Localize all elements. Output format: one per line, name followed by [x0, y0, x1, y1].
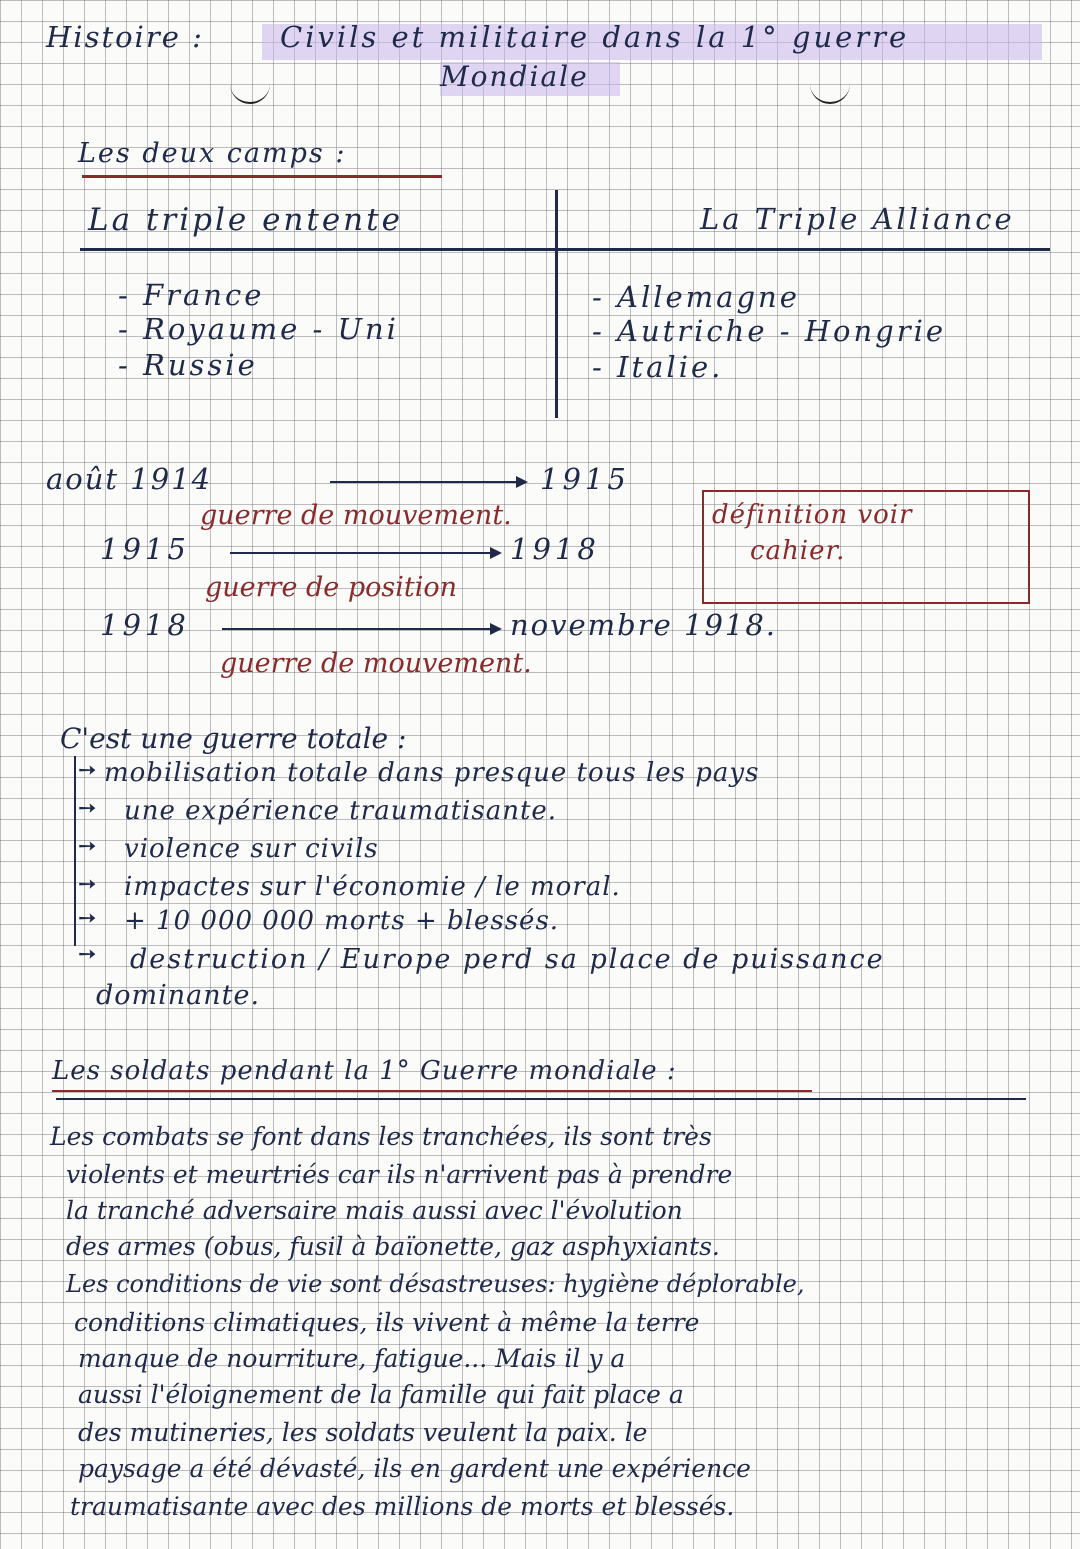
- paragraph-line: manque de nourriture, fatigue... Mais il y a: [78, 1344, 626, 1373]
- soldiers-heading-rule: [56, 1098, 1026, 1100]
- soldiers-heading: Les soldats pendant la 1° Guerre mondiale :: [52, 1056, 677, 1086]
- paragraph-line: Les combats se font dans les tranchées, ils sont très: [50, 1122, 712, 1151]
- bracket-line: [74, 756, 76, 946]
- list-item: destruction / Europe perd sa place de puissance: [130, 944, 885, 975]
- camps-heading: Les deux camps :: [78, 138, 347, 169]
- paragraph-line: aussi l'éloignement de la famille qui fait place a: [78, 1380, 684, 1409]
- paragraph-line: des mutineries, les soldats veulent la paix. le: [78, 1418, 648, 1447]
- list-item: - France: [118, 278, 265, 312]
- list-item: - Italie.: [592, 350, 724, 384]
- punch-hole-left: [230, 82, 270, 104]
- paragraph-line: la tranché adversaire mais aussi avec l'évolution: [66, 1196, 683, 1225]
- timeline-end: 1915: [540, 462, 630, 496]
- timeline-label: guerre de mouvement.: [220, 648, 532, 679]
- list-item: - Autriche - Hongrie: [592, 314, 947, 348]
- paragraph-line: traumatisante avec des millions de morts et blessés.: [70, 1492, 735, 1521]
- list-item: + 10 000 000 morts + blessés.: [124, 906, 560, 936]
- timeline-arrow: [222, 628, 500, 630]
- triple-entente-title: La triple entente: [88, 202, 403, 238]
- timeline-end: novembre 1918.: [510, 608, 778, 642]
- camps-heading-underline: [82, 175, 442, 178]
- list-item: - Allemagne: [592, 280, 800, 314]
- table-horizontal-line: [80, 248, 1050, 251]
- list-item: mobilisation totale dans presque tous les pays: [104, 758, 760, 788]
- timeline-start: 1915: [100, 532, 190, 566]
- paragraph-line: conditions climatiques, ils vivent à même la terre: [74, 1308, 700, 1337]
- arrow-bullet-icon: ➙: [78, 758, 97, 783]
- timeline-start: août 1914: [46, 462, 213, 496]
- arrow-bullet-icon: ➙: [78, 906, 97, 931]
- paragraph-line: violents et meurtriés car ils n'arrivent pas à prendre: [66, 1160, 733, 1189]
- timeline-arrow: [330, 481, 526, 483]
- paragraph-line: paysage a été dévasté, ils en gardent une expérience: [78, 1454, 751, 1483]
- arrow-bullet-icon: ➙: [78, 796, 97, 821]
- list-item: - Russie: [118, 348, 258, 382]
- list-item: impactes sur l'économie / le moral.: [124, 872, 621, 902]
- triple-alliance-title: La Triple Alliance: [700, 202, 1015, 236]
- list-item: violence sur civils: [124, 834, 379, 864]
- arrow-bullet-icon: ➙: [78, 942, 97, 967]
- arrow-bullet-icon: ➙: [78, 834, 97, 859]
- total-war-heading: C'est une guerre totale :: [60, 722, 407, 755]
- page-title-line1: Civils et militaire dans la 1° guerre: [280, 20, 910, 54]
- arrow-bullet-icon: ➙: [78, 872, 97, 897]
- table-vertical-line: [555, 190, 558, 418]
- page-title-line2: Mondiale: [440, 60, 589, 93]
- soldiers-heading-underline: [52, 1090, 812, 1092]
- paragraph-line: des armes (obus, fusil à baïonette, gaz asphyxiants.: [66, 1232, 720, 1261]
- list-item: une expérience traumatisante.: [124, 796, 558, 826]
- list-item: - Royaume - Uni: [118, 312, 399, 346]
- definition-note: définition voir: [712, 500, 913, 530]
- timeline-label: guerre de mouvement.: [200, 500, 512, 531]
- subject-label: Histoire :: [46, 20, 204, 54]
- punch-hole-right: [810, 82, 850, 104]
- list-item-continuation: dominante.: [96, 980, 261, 1011]
- timeline-arrow: [230, 552, 500, 554]
- timeline-start: 1918: [100, 608, 190, 642]
- definition-note: cahier.: [750, 536, 846, 566]
- paragraph-line: Les conditions de vie sont désastreuses: hygiène déplorable,: [66, 1270, 805, 1298]
- timeline-end: 1918: [510, 532, 600, 566]
- timeline-label: guerre de position: [205, 572, 458, 603]
